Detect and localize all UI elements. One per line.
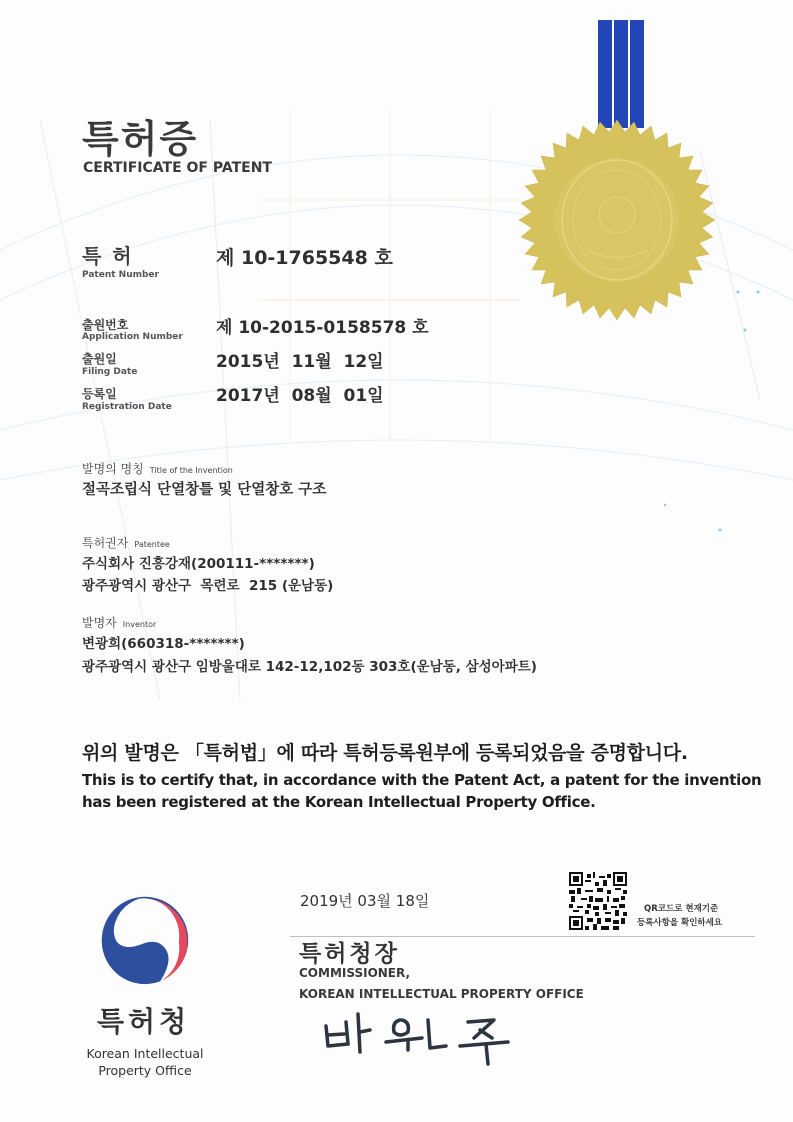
ribbon-stripe: [598, 20, 612, 128]
patent-number-value: 제 10-1765548 호: [216, 247, 393, 269]
kipo-name-en-line1: Korean Intellectual: [86, 1046, 204, 1061]
inventor-label: [82, 612, 156, 631]
registration-date-label-en: Registration Date: [82, 402, 172, 412]
certification-statement-ko: 위의 발명은 「특허법」에 따라 특허등록원부에 등록되었음을 증명합니다.: [82, 742, 688, 764]
patentee-address: 광주광역시 광산구 목련로 215 (운남동): [82, 578, 334, 594]
patentee-label-en: Patentee: [134, 540, 170, 549]
inventor-address: 광주광역시 광산구 임방울대로 142-12,102동 303호(운남동, 삼성아파트): [82, 659, 537, 675]
issue-date: 2019년 03월 18일: [300, 892, 430, 910]
inventor-label-ko: 발명자: [82, 616, 117, 630]
invention-label: [82, 458, 233, 477]
patentee-label-ko: 특허권자: [82, 536, 129, 550]
application-number-value: 제 10-2015-0158578 호: [216, 318, 429, 338]
invention-label-ko: 발명의 명칭: [82, 462, 144, 476]
patent-number-label-ko: 특 허: [82, 244, 134, 268]
kipo-name-ko: 특허청: [97, 1005, 191, 1038]
ribbon-stripe: [630, 20, 644, 128]
patentee-label: [82, 532, 170, 551]
filing-date-value: 2015년 11월 12일: [216, 352, 384, 372]
patent-number-label-en: Patent Number: [82, 270, 159, 280]
kipo-name-en-line2: Property Office: [98, 1063, 192, 1078]
commissioner-title-en-line2: KOREAN INTELLECTUAL PROPERTY OFFICE: [299, 987, 584, 1001]
certificate-title-en: CERTIFICATE OF PATENT: [83, 160, 272, 176]
registration-date-label-ko: 등록일: [82, 387, 117, 401]
commissioner-title-ko: 특허청장: [299, 941, 400, 967]
invention-title: 절곡조립식 단열창틀 및 단열창호 구조: [82, 482, 327, 498]
filing-date-label-ko: 출원일: [82, 352, 117, 366]
ribbon-stripe: [614, 20, 628, 128]
certification-statement-en-line2: has been registered at the Korean Intellectual Property Office.: [82, 793, 596, 811]
qr-note-line1: QR코드로 현재기준: [644, 904, 719, 914]
patentee-name: 주식회사 진흥강재(200111-*******): [82, 556, 315, 572]
certification-statement-en-line1: This is to certify that, in accordance with the Patent Act, a patent for the invention: [82, 771, 762, 789]
inventor-label-en: Inventor: [122, 620, 157, 629]
commissioner-signature-icon: [318, 1008, 518, 1068]
inventor-name: 변광희(660318-*******): [82, 636, 245, 652]
application-number-label-en: Application Number: [82, 332, 183, 342]
certificate-title-ko: 특허증: [82, 117, 199, 161]
commissioner-title-en-line1: COMMISSIONER,: [299, 966, 411, 980]
gold-seal-icon: [512, 115, 722, 325]
qr-note-line2: 등록사항을 확인하세요: [637, 918, 723, 928]
kipo-logo-icon: [98, 893, 192, 987]
registration-date-value: 2017년 08월 01일: [216, 386, 384, 406]
qr-code-icon[interactable]: [569, 872, 627, 930]
application-number-label-ko: 출원번호: [82, 318, 129, 332]
filing-date-label-en: Filing Date: [82, 367, 138, 377]
invention-label-en: Title of the Invention: [149, 466, 233, 475]
